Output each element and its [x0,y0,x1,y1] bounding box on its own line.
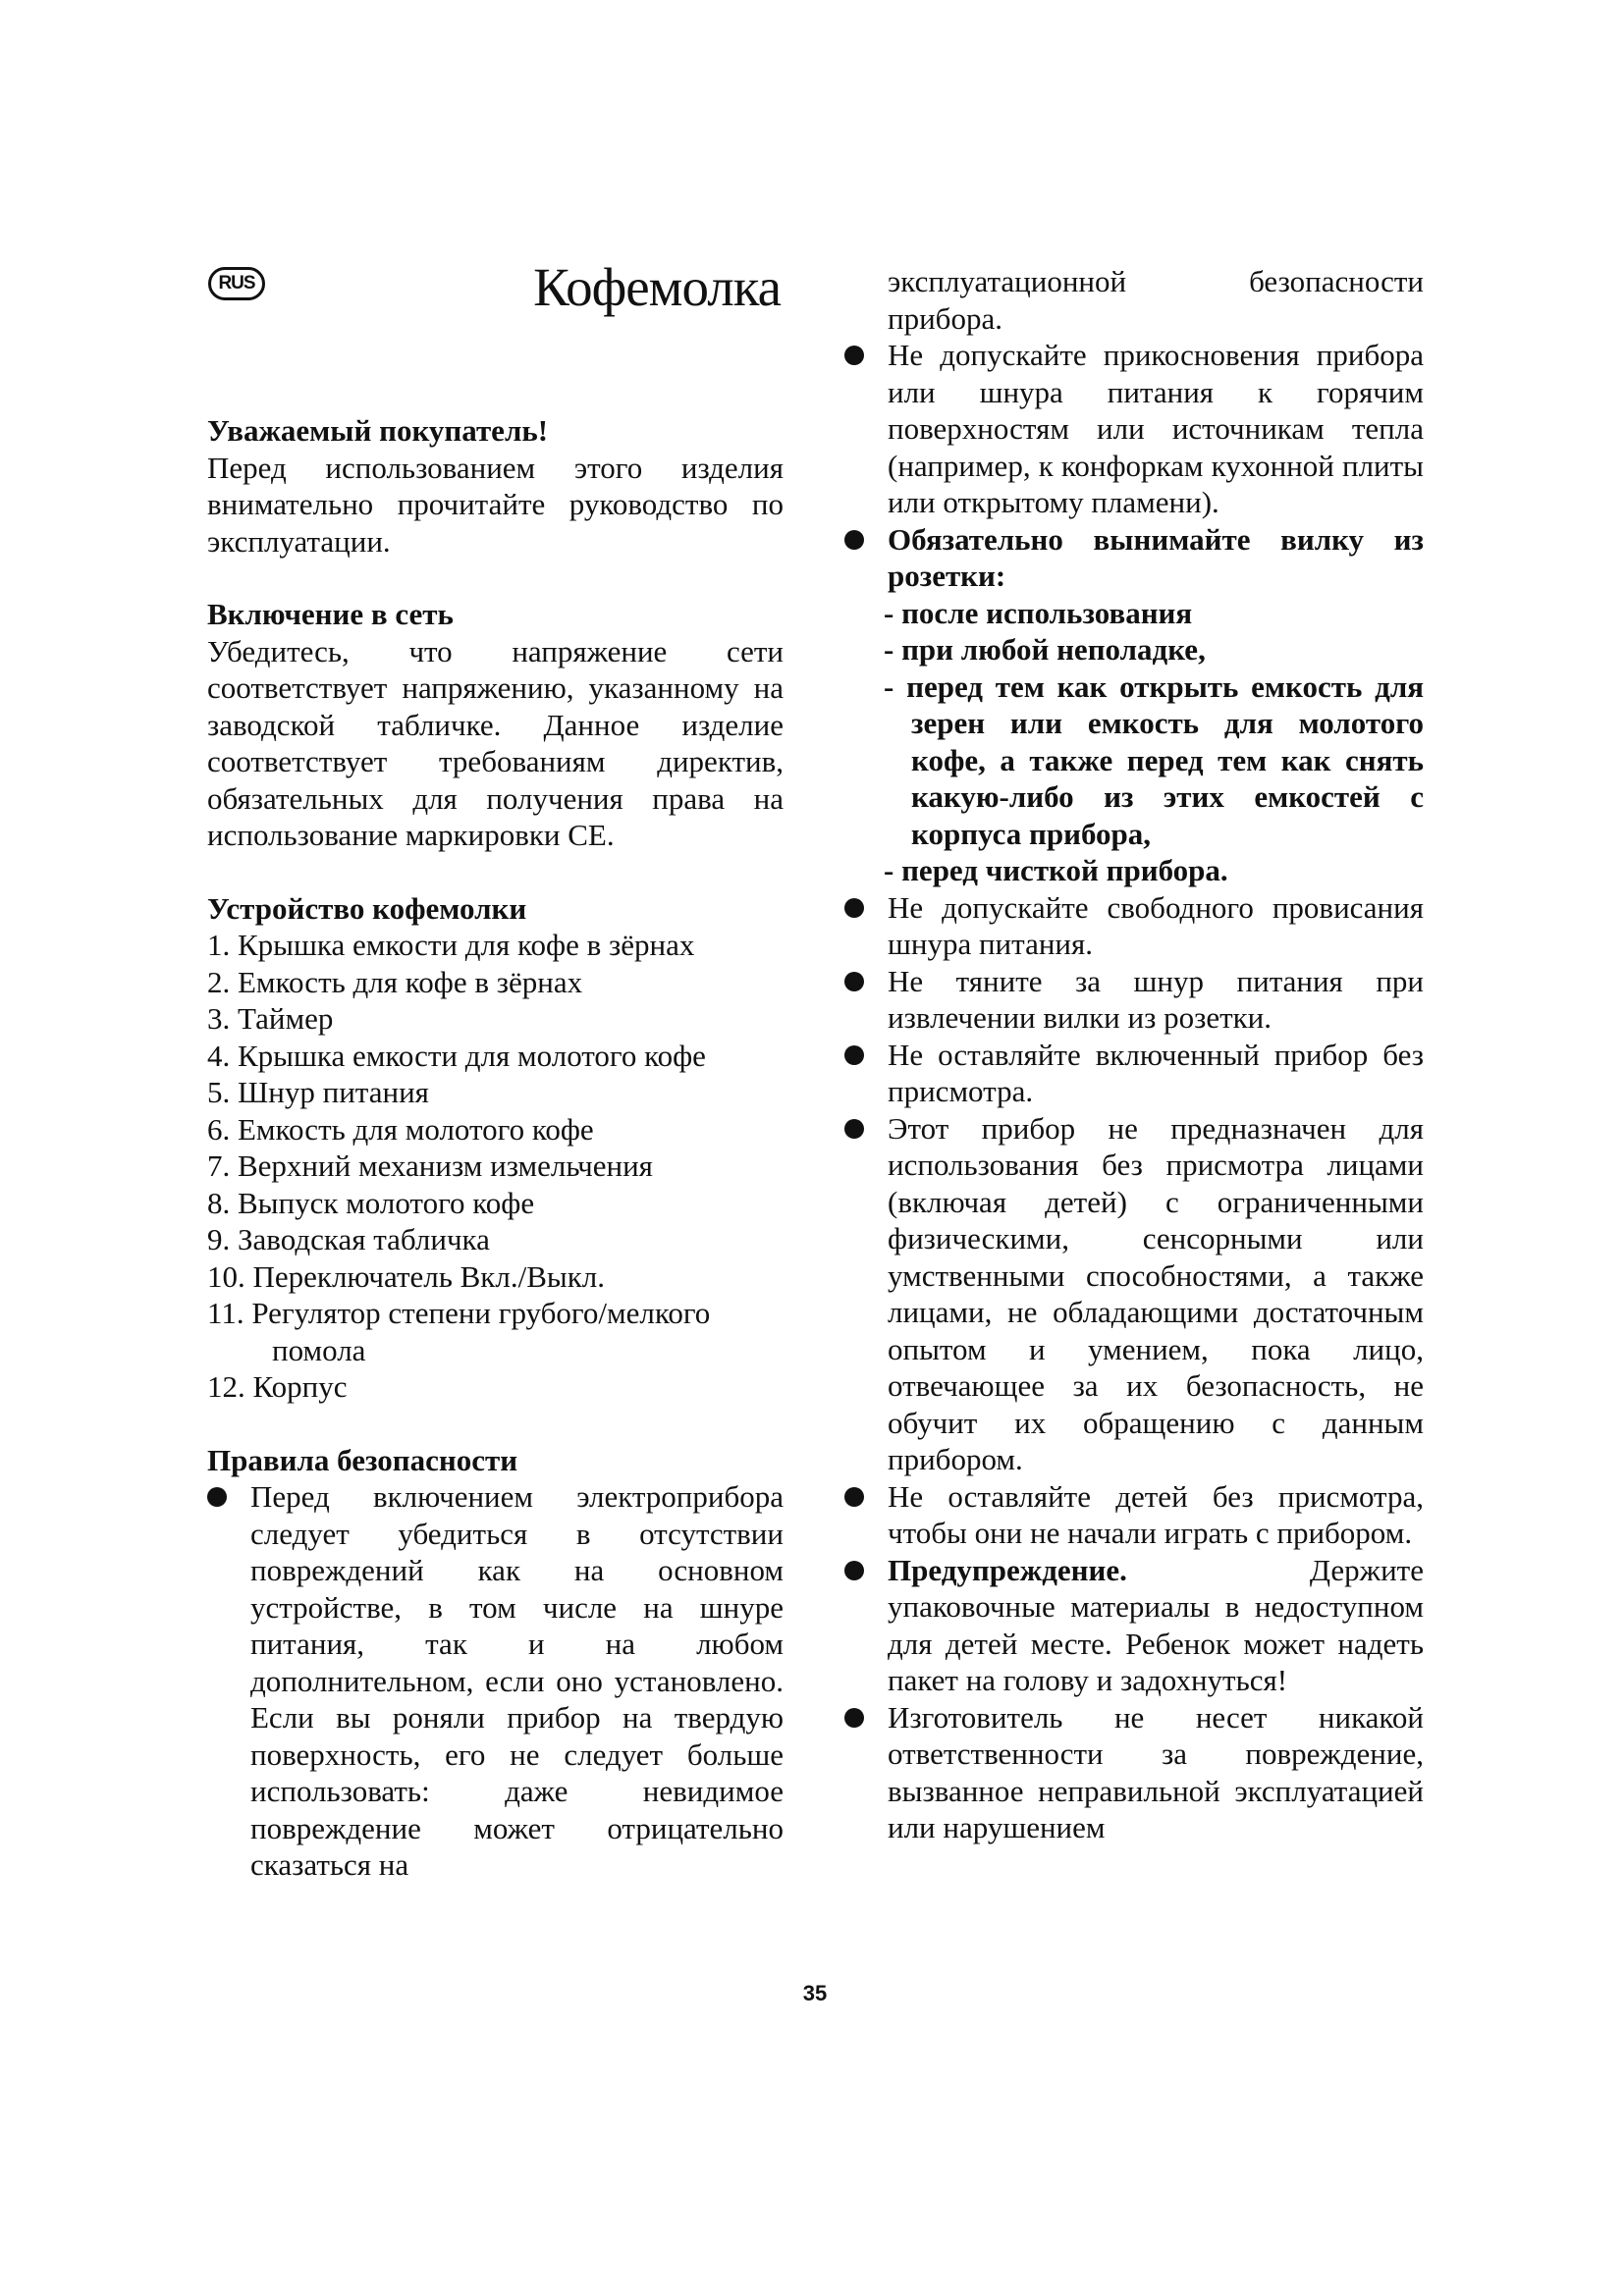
power-text: Убедитесь, что напряжение сети соответствует напряжению, указанному на заводской табличке. Данное изделие соответствует требованиям директив, обязательных для получения права на использование маркировки CE. [207,633,784,852]
list-item: 9. Заводская табличка [207,1222,490,1256]
safety-heading: Правила безопасности [207,1442,518,1477]
greeting-heading: Уважаемый покупатель! [207,413,549,448]
safety-bullet-liability [844,1699,1424,1846]
bullet-text: Обязательно вынимайте вилку из розетки: [888,521,1424,593]
list-item: 12. Корпус [207,1369,348,1404]
bullet-text: Перед включением электроприбора следует убедиться в отсутствии повреждений как на основном устройстве, в том числе на шнуре питания, так и на любом дополнительном, если оно установлено. Если вы роняли прибор на твердую поверхность, его не следует больше использовать: даже невидимое повреждение может отрицательно сказаться на [250,1479,784,1882]
page-number: 35 [802,1981,828,2005]
list-item: 5. Шнур питания [207,1075,429,1109]
list-item: 3. Таймер [207,1001,334,1036]
bullet-text: Этот прибор не предназначен для использования без присмотра лицами (включая детей) с ограниченными физическими, сенсорными или умственными способностями, а также лицами, не обладающими достаточным опытом и умением, пока лицо, отвечающее за их безопасность, не обучит их обращению с данным прибором. [888,1110,1424,1476]
bullet-icon [844,1119,864,1139]
safety-bullet-unattended [844,1037,1424,1110]
unplug-item: - при любой неполадке, [884,632,1206,667]
list-item: 2. Емкость для кофе в зёрнах [207,964,583,999]
greeting-text: Перед использованием этого изделия внимательно прочитайте руководство по эксплуатации. [207,450,784,559]
bullet-text: Не допускайте свободного провисания шнура питания. [888,889,1424,961]
power-heading: Включение в сеть [207,597,454,631]
list-item: 1. Крышка емкости для кофе в зёрнах [207,928,695,962]
safety-bullet-cord-pull [844,963,1424,1037]
bullet-icon [207,1487,227,1507]
unplug-item: - перед чисткой прибора. [884,853,1228,887]
inspection-continued: эксплуатационной безопасности прибора. [888,264,1424,336]
safety-bullet-heat [844,337,1424,521]
warning-text: Держите упаковочные материалы в недоступном для детей месте. Ребенок может надеть пакет на голову и задохнуться! [888,1552,1424,1697]
right-column [844,263,1424,1846]
safety-bullet-inspection [207,1478,784,1884]
safety-bullet-children [844,1478,1424,1552]
bullet-icon [844,1045,864,1065]
bullet-text: Не тяните за шнур питания при извлечении вилки из розетки. [888,963,1424,1035]
bullet-text: Не оставляйте детей без присмотра, чтобы они не начали играть с прибором. [888,1478,1424,1550]
safety-bullet-persons [844,1110,1424,1478]
bullet-icon [844,1708,864,1728]
list-item: 7. Верхний механизм измельчения [207,1148,653,1183]
bullet-icon [844,972,864,991]
bullet-text: Не оставляйте включенный прибор без присмотра. [888,1037,1424,1108]
unplug-item: - перед тем как открыть емкость для зерен или емкость для молотого кофе, а также перед тем как снять какую-либо из этих емкостей с корпуса прибора, [884,668,1424,851]
list-item: 4. Крышка емкости для молотого кофе [207,1038,706,1073]
safety-bullet-unplug [844,521,1424,595]
safety-bullet-cord-hang [844,889,1424,963]
unplug-item: - после использования [884,595,1193,630]
list-item: 11. Регулятор степени грубого/мелкого помола [207,1296,711,1367]
device-heading: Устройство кофемолки [207,890,527,926]
page-title: Кофемолка [533,257,781,317]
language-badge: RUS [208,267,265,300]
bullet-text: Не допускайте прикосновения прибора или шнура питания к горячим поверхностям или источникам тепла (например, к конфоркам кухонной плиты или открытому пламени). [888,338,1424,519]
safety-bullet-warning [844,1552,1424,1699]
list-item: 10. Переключатель Вкл./Выкл. [207,1258,605,1294]
device-parts-list [207,927,784,1406]
bullet-icon [844,1487,864,1507]
bullet-text: Изготовитель не несет никакой ответственности за повреждение, вызванное неправильной эксплуатацией или нарушением [888,1699,1424,1844]
bullet-icon [844,1561,864,1580]
warning-label: Предупреждение. [888,1552,1127,1587]
list-item: 8. Выпуск молотого кофе [207,1185,535,1220]
bullet-icon [844,898,864,918]
list-item: 6. Емкость для молотого кофе [207,1111,594,1147]
bullet-icon [844,346,864,365]
bullet-icon [844,530,864,550]
left-column [207,412,784,1884]
